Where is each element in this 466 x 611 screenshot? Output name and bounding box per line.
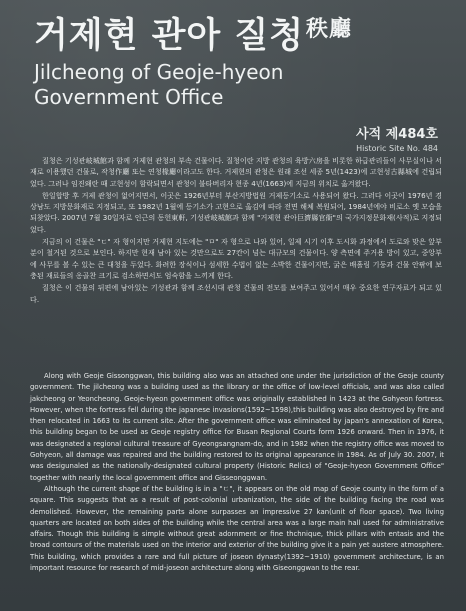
korean-title bbox=[34, 8, 352, 58]
english-title bbox=[34, 60, 283, 110]
english-paragraph: Along with Geoje Gissonggwan, this building also was an attached one under the jurisdiction of the Geoje county government. The jilcheong was a building used as the library or the office of low-level officials, and was also called jakcheong or Yeoncheong. Geoje-hyeon government office was originally established in 1423 at the Gohyeon fortress. However, when the fortress fell during the japanese invasions(1592~1598),this building was also destroyed by fire and then relocated in 1663 to its current site. After the government office was eliminated by japan's annexation of Korea, this building began to be used as Geoje registry office for Busan Regional Courts form 1926 onward. Then in 1976, it was designated a regional cultural treasure of Gyeongsangnam-do, and in 1982 when the registry office was moved to Gohyeon, all damage was repaired and the building restored to its original appearance in 1984. As of July 30. 2007, it was desigunaled as the nationally-designated cultural property (Historic Relics) of "Geoje-hyeon Government Office" together with nearly the local government office and Gisseonggwan. bbox=[30, 372, 444, 482]
korean-paragraph: 질청은 이 건물의 뒤편에 남아있는 기성관과 함께 조선시대 관청 건물의 전모를 보여주고 있어서 매우 중요한 연구자료가 되고 있다. bbox=[30, 283, 442, 304]
historic-site-english: Historic Site No. 484 bbox=[356, 144, 438, 153]
korean-description bbox=[30, 155, 442, 306]
english-description bbox=[30, 371, 444, 574]
korean-paragraph: 질청은 기성관岐城館과 함께 거제현 관청의 부속 건물이다. 질청이란 지방 관청의 육방六房을 비롯한 하급관리들이 사무실이나 서재로 이용했던 건물로, 작청作廳 또는 연청椽廳이라고도 한다. 거제현의 관청은 원래 조선 세종 5년(1423)에 고현성古縣城에 건립되었다. 그러나 임진왜란 때 고현성이 함락되면서 관청이 불타버리자 현종 4년(1663)에 지금의 위치로 옮겨왔다. bbox=[30, 156, 442, 188]
hanja-title: 秩廳 bbox=[306, 17, 353, 42]
korean-title-text: 거제현 관아 질청 bbox=[34, 16, 305, 56]
korean-paragraph: 한일합방 후 거제 관청이 없어지면서, 이곳은 1926년부터 부산지방법원 거제등기소로 사용되어 왔다. 그러다 이곳이 1976년 경상남도 지방문화재로 지정되고, 또 1982년 1월에 등기소가 고현으로 옮김에 따라 전면 해체 복원되어, 1984년에야 비로소 옛 모습을 되찾았다. 2007년 7월 30일자로 인근의 동헌東軒, 기성관岐城館과 함께 "거제현 관아巨濟縣官衙"의 국가지정문화재(사적)로 지정되었다. bbox=[30, 190, 442, 234]
historic-site-korean: 사적 제484호 bbox=[356, 127, 438, 142]
korean-paragraph: 지금의 이 건물은 "ㄷ" 자 형이지만 거제현 지도에는 "ㅁ" 자 형으로 나와 있어, 일제 시기 이후 도시화 과정에서 도로와 맞은 앞부분이 철거된 것으로 보인다. 하지만 현재 남아 있는 것만으로도 27칸이 넘는 대규모의 건물이다. 양 측면에 주거용 방이 있고, 중앙부에 사무를 볼 수 있는 큰 대청을 두었다. 화려한 장식이나 섬세한 수법이 없는 소박한 건물이지만, 굵은 배흘림 기둥과 건물 안팎에 보충된 재료들의 옹골찬 크기로 검소하면서도 엄숙함을 느끼게 한다. bbox=[30, 237, 442, 280]
historic-site-label bbox=[356, 123, 438, 153]
english-paragraph: Although the current shape of the building is in a "ㄷ", it appears on the old map of Geoje county in the form of a square. This suggests that as a result of post-colonial urbanization, the side of the building facing the road was demolished. However, the remaining parts alone surpasses an impressive 27 kan(unit of floor space). Two living quarters are located on both sides of the building while the central area was a large main hall used for administrative affairs. Though this building is simple without great adornment or fine thchnique, thick pillars with entasis and the broad contours of the materials used on the interior and exterior of the building give it a pain yet austere atmosphere. This building, which provides a rare and full picture of joseon dynasty(1392~1910) government architecture, is an important resource for research of mid-joseon architecture along with Giseonggwan to the rear. bbox=[30, 484, 444, 573]
english-title-line-1: Jilcheong of Geoje-hyeon bbox=[34, 60, 284, 84]
english-title-line-2: Government Office bbox=[34, 85, 224, 109]
